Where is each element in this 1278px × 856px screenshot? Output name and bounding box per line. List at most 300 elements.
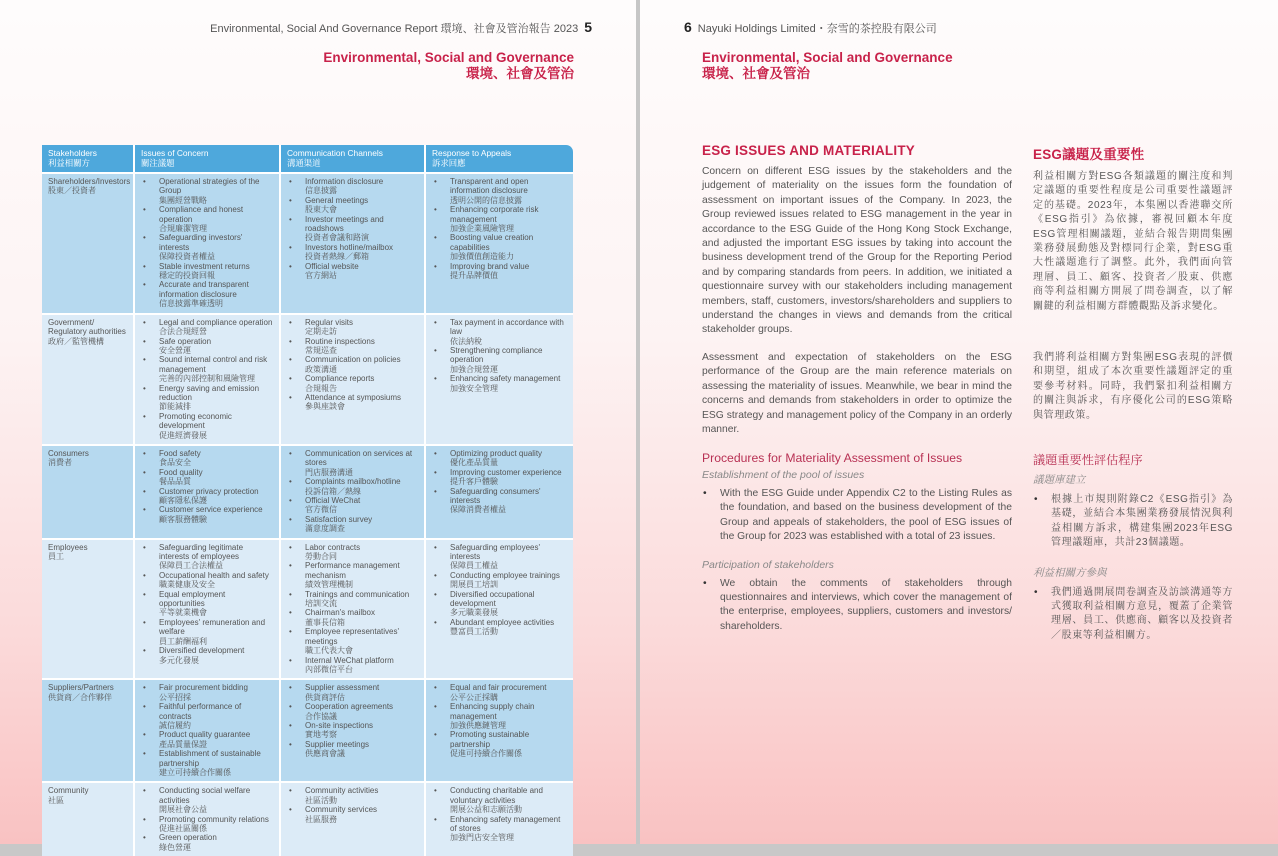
item-text-en: • Safeguarding consumers' interests	[450, 486, 541, 505]
item-text-zh: 員工薪酬福利	[159, 636, 207, 646]
list-item	[287, 393, 418, 412]
item-text-zh: 提升品牌價值	[450, 271, 498, 281]
section-title-en: Environmental, Social and Governance	[323, 50, 574, 65]
item-text-en: • Optimizing product quality	[450, 448, 543, 458]
list-item	[287, 627, 418, 655]
column-header-en: Communication Channels	[287, 148, 383, 158]
channels-cell	[280, 782, 425, 856]
item-text-zh: 加強門店安全管理	[450, 833, 514, 843]
list-item	[287, 337, 418, 356]
item-text-en: • Communication on services at stores	[305, 448, 413, 468]
item-text-zh: 食品安全	[159, 458, 191, 468]
list-item	[432, 683, 567, 702]
item-text-zh: 投訴信箱／熱線	[305, 486, 361, 496]
list-item	[287, 355, 418, 374]
list-item	[432, 815, 567, 843]
list-item	[287, 721, 418, 740]
item-text-en: • Labor contracts	[305, 542, 361, 552]
item-text-zh: 信息披露準確透明	[159, 299, 223, 309]
list-item	[141, 262, 273, 281]
item-text-en: • Diversified occupational development	[450, 589, 535, 609]
left-page	[0, 0, 636, 852]
table-row	[42, 173, 573, 314]
item-text-zh: 投資者熱線／郵箱	[305, 252, 369, 262]
list-item	[287, 318, 418, 337]
table-row	[42, 539, 573, 680]
item-text-zh: 常規巡查	[305, 345, 337, 355]
item-text-zh: 多元化發展	[159, 655, 199, 665]
list-item	[141, 505, 273, 524]
list-item	[141, 590, 273, 618]
responses-cell	[425, 173, 573, 314]
item-text-en: • Food safety	[159, 448, 201, 458]
list-item	[432, 318, 567, 346]
list-item	[287, 683, 418, 702]
page-number: 6	[684, 19, 692, 35]
item-text-zh: 開展公益和志願活動	[450, 805, 522, 815]
item-text-zh: 平等就業機會	[159, 608, 207, 618]
chinese-column	[1033, 143, 1233, 314]
list-item	[287, 656, 418, 675]
stakeholder-name-en: Employees	[48, 542, 88, 552]
item-text-en: • Trainings and communication	[305, 589, 410, 599]
item-text-en: • Enhancing supply chain management	[450, 702, 535, 721]
stakeholder-cell	[42, 539, 134, 680]
item-text-en: • Equal and fair procurement	[450, 683, 547, 693]
item-text-en: • Internal WeChat platform	[305, 655, 394, 665]
item-text-zh: 職工代表大會	[305, 646, 353, 656]
paragraph: Concern on different ESG issues by the stakeholders and the judgement of materiality on the issues form the foundation of assessment on important issues of the Company. In 2023, the Group reviewed issues related to ESG management in the year in accordance to the ESG Guide of the Hong Kong Stock Exchange, and adjusted the important ESG issues by taking into account the business development trend of the Group for the Reporting Period and by comparing standards from peers. In addition, we initiated a questionnaire survey with our stakeholders including management members, staff, customers, investors/shareholders and suppliers to understand the changes in views and demands from the critical stakeholder groups.	[702, 166, 1012, 336]
item-text-zh: 加強企業風險管理	[450, 224, 514, 234]
list-item	[432, 543, 567, 571]
report-title: Environmental, Social And Governance Report 環境、社會及管治報告 2023	[210, 23, 579, 35]
list-item	[287, 196, 418, 215]
issues-cell	[134, 539, 280, 680]
responses-cell	[425, 782, 573, 856]
list-item	[141, 468, 273, 487]
item-text-zh: 加強供應鏈管理	[450, 720, 506, 730]
issues-cell	[134, 445, 280, 539]
responses-list	[432, 543, 567, 637]
column-header-en: Response to Appeals	[432, 148, 512, 158]
channels-list	[287, 786, 418, 824]
stakeholder-cell	[42, 679, 134, 782]
item-text-zh: 合規廉潔管理	[159, 224, 207, 234]
list-item	[141, 337, 273, 356]
item-text-zh: 績效管理機制	[305, 580, 353, 590]
item-text-zh: 保障員工權益	[450, 561, 498, 571]
channels-cell	[280, 539, 425, 680]
list-item	[141, 355, 273, 383]
list-item	[287, 805, 418, 824]
channels-cell	[280, 679, 425, 782]
item-text-zh: 誠信履約	[159, 720, 191, 730]
stakeholder-name-zh: 員工	[48, 552, 64, 562]
list-item	[141, 702, 273, 730]
item-text-en: • Faithful performance of contracts	[159, 702, 242, 721]
list-item	[287, 262, 418, 281]
item-text-en: • Attendance at symposiums	[305, 392, 402, 402]
item-text-en: • Improving brand value	[450, 261, 530, 271]
item-text-zh: 實地考察	[305, 730, 337, 740]
item-text-en: • Employee representatives' meetings	[305, 627, 400, 646]
list-item	[141, 815, 273, 834]
list-item	[287, 608, 418, 627]
item-text-en: • Occupational health and safety	[159, 570, 269, 580]
paragraph-zh: 我們將利益相關方對集團ESG表現的評價和期望，組成了本次重要性議題評定的重要參考材料。同時，我們緊扣利益相關方的關注與訴求，有序優化公司的ESG策略與管理政策。	[1033, 352, 1233, 421]
item-text-en: • Conducting charitable and voluntary activities	[450, 786, 543, 805]
item-text-en: • Safeguarding legitimate interests of employees	[159, 542, 244, 562]
item-text-en: • Tax payment in accordance with law	[450, 317, 564, 337]
item-text-en: • Promoting sustainable partnership	[450, 730, 530, 749]
list-item	[287, 515, 418, 534]
item-text-zh: 豐富員工活動	[450, 627, 498, 637]
item-text-en: • Enhancing safety management	[450, 374, 561, 384]
list-item	[141, 571, 273, 590]
item-text-zh: 董事長信箱	[305, 617, 345, 627]
item-text-en: • Routine inspections	[305, 336, 375, 346]
issues-list	[141, 318, 273, 440]
page-number: 5	[584, 19, 592, 35]
item-text-zh: 開展員工培訓	[450, 580, 498, 590]
item-text-en: • Boosting value creation capabilities	[450, 233, 534, 252]
responses-cell	[425, 445, 573, 539]
issues-list	[141, 543, 273, 665]
list-item	[141, 543, 273, 571]
section-title-zh: 環境、社會及管治	[466, 66, 574, 81]
issues-cell	[134, 314, 280, 445]
column-header-zh: 關注議題	[141, 158, 175, 168]
item-text-zh: 穩定的投資回報	[159, 271, 215, 281]
list-item	[141, 487, 273, 506]
item-text-zh: 促進社區關係	[159, 824, 207, 833]
company-name: Nayuki Holdings Limited・奈雪的茶控股有限公司	[697, 23, 937, 35]
item-text-zh: 公平公正採購	[450, 692, 498, 702]
list-item	[141, 618, 273, 646]
column-header-zh: 利益相關方	[48, 158, 90, 168]
issues-cell	[134, 173, 280, 314]
list-item	[141, 384, 273, 412]
list-item	[287, 477, 418, 496]
item-text-en: • Abundant employee activities	[450, 617, 555, 627]
list-item	[287, 215, 418, 243]
column-header	[134, 145, 280, 173]
list-item	[432, 346, 567, 374]
item-text-zh: 勞動合同	[305, 552, 337, 562]
list-item	[432, 449, 567, 468]
list-item	[432, 205, 567, 233]
item-text-en: • Enhancing safety management of stores	[450, 814, 561, 833]
heading-esg-issues-zh: ESG議題及重要性	[1033, 147, 1145, 162]
list-item	[287, 177, 418, 196]
item-text-en: • Sound internal control and risk management	[159, 355, 268, 374]
item-text-zh: 合規報告	[305, 383, 337, 393]
stakeholder-name-en: Government/ Regulatory authorities	[48, 317, 126, 337]
issues-list	[141, 177, 273, 309]
stakeholder-name-en: Community	[48, 786, 89, 796]
list-item	[287, 496, 418, 515]
list-item	[287, 702, 418, 721]
item-text-en: • Official website	[305, 261, 359, 271]
heading-esg-issues: ESG ISSUES AND MATERIALITY	[702, 143, 915, 158]
list-item	[432, 487, 567, 515]
table-row	[42, 679, 573, 782]
list-item	[432, 374, 567, 393]
list-item	[141, 646, 273, 665]
column-header	[42, 145, 134, 173]
issues-list	[141, 449, 273, 524]
responses-list	[432, 683, 567, 758]
item-text-en: • Customer privacy protection	[159, 486, 259, 496]
item-text-en: • Customer service experience	[159, 505, 263, 515]
item-text-en: • Conducting social welfare activities	[159, 786, 251, 805]
paragraph-zh: 利益相關方對ESG各類議題的關注度和判定議題的重要性程度是公司重要性議題評定的基礎。2023年，本集團以香港聯交所《ESG指引》為依據，審視回顧本年度ESG管理相關議題，並結合報告期間集團業務發展動態及對標同行企業，對ESG重大性議題進行了調整。此外，我們面向管理層、員工、顧客、投資者／股東、供應商等利益相關方開展了問卷調查，以了解關鍵的利益相關方群體觀點及訴求變化。	[1033, 171, 1233, 312]
item-text-zh: 優化產品質量	[450, 458, 498, 468]
item-text-en: • Promoting community relations	[159, 814, 269, 824]
issues-list	[141, 683, 273, 777]
list-item	[287, 374, 418, 393]
item-text-zh: 促進經濟發展	[159, 430, 207, 440]
item-text-zh: 滿意度調查	[305, 524, 345, 534]
item-text-zh: 保障員工合法權益	[159, 561, 223, 571]
list-item	[432, 590, 567, 618]
item-text-zh: 透明公開的信息披露	[450, 195, 522, 205]
item-text-en: • Supplier assessment	[305, 683, 380, 693]
column-header	[425, 145, 573, 173]
item-text-en: • Communication on policies	[305, 355, 401, 365]
list-item	[287, 543, 418, 562]
issues-cell	[134, 679, 280, 782]
item-text-zh: 官方微信	[305, 505, 337, 515]
list-item	[432, 177, 567, 205]
section-title	[702, 50, 953, 82]
item-text-zh: 參與座談會	[305, 402, 345, 412]
table-row	[42, 445, 573, 539]
list-item	[141, 280, 273, 308]
item-text-en: • Legal and compliance operation	[159, 317, 273, 327]
paragraph: Assessment and expectation of stakeholders on the ESG performance of the Group are the main reference materials on assessing the materiality of issues. Meanwhile, we bear in mind the concerns and demands from stakeholders in order to optimize the ESG strategy and management policy of the Company in an orderly manner.	[702, 352, 1012, 436]
item-text-en: • Enhancing corporate risk management	[450, 205, 539, 224]
list-item	[141, 833, 273, 852]
item-text-en: • Safeguarding investors' interests	[159, 233, 243, 252]
stakeholder-cell	[42, 314, 134, 445]
section-title-en: Environmental, Social and Governance	[702, 50, 953, 65]
issues-cell	[134, 782, 280, 856]
item-text-zh: 政策溝通	[305, 364, 337, 374]
item-text-en: • Investors hotline/mailbox	[305, 242, 394, 252]
list-item	[141, 683, 273, 702]
stakeholder-name-en: Suppliers/Partners	[48, 683, 114, 693]
item-text-zh: 綠色營運	[159, 842, 191, 852]
list-item	[141, 205, 273, 233]
table-header-row	[42, 145, 573, 173]
item-text-en: • Performance management mechanism	[305, 561, 400, 580]
item-text-en: • On-site inspections	[305, 720, 374, 730]
list-item	[287, 561, 418, 589]
item-text-en: • Establishment of sustainable partnership	[159, 749, 261, 768]
list-item	[287, 740, 418, 759]
item-text-zh: 供貨商評估	[305, 692, 345, 702]
item-text-en: • Strengthening compliance operation	[450, 345, 543, 365]
stakeholder-name-zh: 政府／監管機構	[48, 336, 104, 346]
item-text-en: • Diversified development	[159, 646, 245, 656]
item-text-zh: 股東大會	[305, 205, 337, 215]
item-text-en: • Information disclosure	[305, 177, 384, 186]
stakeholder-cell	[42, 782, 134, 856]
item-text-en: • Transparent and open information disclosure	[450, 177, 529, 196]
item-text-zh: 依法納稅	[450, 336, 482, 346]
item-text-zh: 信息披露	[305, 186, 337, 196]
item-text-zh: 加強價值創造能力	[450, 252, 514, 262]
item-text-en: • Community activities	[305, 786, 379, 796]
column-header-en: Stakeholders	[48, 148, 97, 158]
item-text-en: • Stable investment returns	[159, 261, 250, 271]
stakeholder-name-zh: 供貨商／合作夥伴	[48, 692, 112, 702]
item-text-en: • Cooperation agreements	[305, 702, 394, 712]
item-text-zh: 提升客戶體驗	[450, 477, 498, 487]
list-item	[432, 571, 567, 590]
item-text-en: • Operational strategies of the Group	[159, 177, 260, 196]
item-text-zh: 安全營運	[159, 345, 191, 355]
item-text-en: • Improving customer experience	[450, 467, 562, 477]
item-text-zh: 保障投資者權益	[159, 252, 215, 262]
item-text-zh: 加強合規營運	[450, 364, 498, 374]
list-item	[432, 262, 567, 281]
channels-cell	[280, 445, 425, 539]
list-item	[287, 590, 418, 609]
item-text-en: • Compliance reports	[305, 374, 375, 384]
table-row	[42, 782, 573, 856]
column-header	[280, 145, 425, 173]
responses-list	[432, 318, 567, 393]
item-text-en: • Safe operation	[159, 336, 212, 346]
step-title: Participation of stakeholders	[702, 558, 834, 571]
item-text-zh: 產品質量保證	[159, 739, 207, 749]
item-text-en: • Investor meetings and roadshows	[305, 214, 384, 234]
list-item	[141, 177, 273, 205]
item-text-zh: 供應商會議	[305, 749, 345, 759]
stakeholder-name-en: Consumers	[48, 448, 89, 458]
item-text-zh: 定期走訪	[305, 327, 337, 337]
stakeholder-table	[42, 145, 573, 856]
item-text-en: • Satisfaction survey	[305, 514, 373, 524]
item-text-zh: 顧客服務體驗	[159, 514, 207, 524]
list-item	[287, 786, 418, 805]
item-text-en: • Complaints mailbox/hotline	[305, 477, 401, 487]
responses-list	[432, 786, 567, 842]
item-text-zh: 保障消費者權益	[450, 505, 506, 515]
list-item	[141, 730, 273, 749]
list-item	[141, 449, 273, 468]
item-text-zh: 內部微信平台	[305, 664, 353, 674]
item-text-en: • Supplier meetings	[305, 739, 370, 749]
column-header-zh: 訴求回應	[432, 158, 466, 168]
stakeholder-cell	[42, 173, 134, 314]
bullet-item-zh: • 根據上市規則附錄C2《ESG指引》為基礎，並結合本集團業務發展情況與利益相關方訴求，構建集團2023年ESG管理議題庫，共計23個議題。	[1033, 493, 1233, 551]
item-text-zh: 官方網站	[305, 271, 337, 281]
responses-list	[432, 177, 567, 280]
item-text-en: • Community services	[305, 805, 378, 815]
item-text-zh: 餐品品質	[159, 477, 191, 487]
subheading-procedures-zh: 議題重要性評估程序	[1033, 453, 1143, 467]
list-item	[432, 786, 567, 814]
english-column	[702, 143, 1012, 338]
item-text-en: • Energy saving and emission reduction	[159, 383, 260, 402]
section-title-zh: 環境、社會及管治	[702, 66, 810, 81]
item-text-en: • Green operation	[159, 833, 217, 843]
item-text-zh: 合法合規經營	[159, 327, 207, 337]
item-text-zh: 合作協議	[305, 711, 337, 721]
item-text-zh: 促進可持續合作關係	[450, 749, 522, 759]
item-text-en: • Employees' remuneration and welfare	[159, 617, 266, 637]
list-item	[141, 786, 273, 814]
stakeholder-name-zh: 股東／投資者	[48, 186, 96, 196]
item-text-zh: 顧客隱私保護	[159, 496, 207, 505]
item-text-en: • Chairman's mailbox	[305, 608, 375, 618]
item-text-en: • Safeguarding employees' interests	[450, 542, 541, 562]
channels-cell	[280, 173, 425, 314]
item-text-en: • Accurate and transparent information disclosure	[159, 280, 249, 299]
list-item	[287, 449, 418, 477]
list-item	[141, 412, 273, 440]
item-text-zh: 公平招採	[159, 692, 191, 702]
responses-list	[432, 449, 567, 515]
item-text-en: • Fair procurement bidding	[159, 683, 248, 693]
step-title: Establishment of the pool of issues	[702, 469, 865, 481]
list-item	[432, 618, 567, 637]
responses-cell	[425, 539, 573, 680]
subheading-procedures: Procedures for Materiality Assessment of Issues	[702, 451, 963, 465]
section-title	[323, 50, 574, 82]
item-text-en: • Equal employment opportunities	[159, 589, 226, 609]
bullet-item: • With the ESG Guide under Appendix C2 to the Listing Rules as the foundation, and based on the business development of the Group and appeals of stakeholders, the pool of ESG issues of the Group for 2023 was established with a total of 23 issues.	[702, 487, 1012, 545]
list-item	[432, 233, 567, 261]
item-text-zh: 多元職業發展	[450, 608, 498, 618]
column-header-en: Issues of Concern	[141, 148, 209, 158]
list-item	[141, 233, 273, 261]
item-text-zh: 集團經營戰略	[159, 195, 207, 205]
item-text-zh: 社區活動	[305, 795, 337, 805]
running-head	[684, 19, 937, 36]
bullet-item: • We obtain the comments of stakeholders through questionnaires and interviews, which cover the management of the enterprise, employees, suppliers, customers and investors/ shareholders.	[702, 577, 1012, 635]
list-item	[432, 468, 567, 487]
list-item	[141, 318, 273, 337]
channels-list	[287, 318, 418, 412]
responses-cell	[425, 679, 573, 782]
item-text-zh: 開展社會公益	[159, 805, 207, 815]
item-text-en: • Compliance and honest operation	[159, 205, 244, 224]
item-text-en: • Conducting employee trainings	[450, 570, 560, 580]
item-text-zh: 門店服務溝通	[305, 467, 353, 477]
stakeholder-name-zh: 社區	[48, 795, 64, 805]
stakeholder-name-zh: 消費者	[48, 458, 72, 468]
channels-cell	[280, 314, 425, 445]
list-item	[287, 243, 418, 262]
item-text-en: • Promoting economic development	[159, 411, 232, 431]
step-title-zh: 利益相關方參與	[1033, 566, 1107, 579]
responses-cell	[425, 314, 573, 445]
item-text-zh: 完善的內部控制和風險管理	[159, 374, 255, 384]
channels-list	[287, 449, 418, 534]
issues-list	[141, 786, 273, 852]
item-text-en: • General meetings	[305, 195, 369, 205]
list-item	[432, 702, 567, 730]
column-header-zh: 溝通渠道	[287, 158, 321, 168]
stakeholder-cell	[42, 445, 134, 539]
list-item	[432, 730, 567, 758]
channels-list	[287, 177, 418, 280]
item-text-zh: 節能減排	[159, 402, 191, 412]
